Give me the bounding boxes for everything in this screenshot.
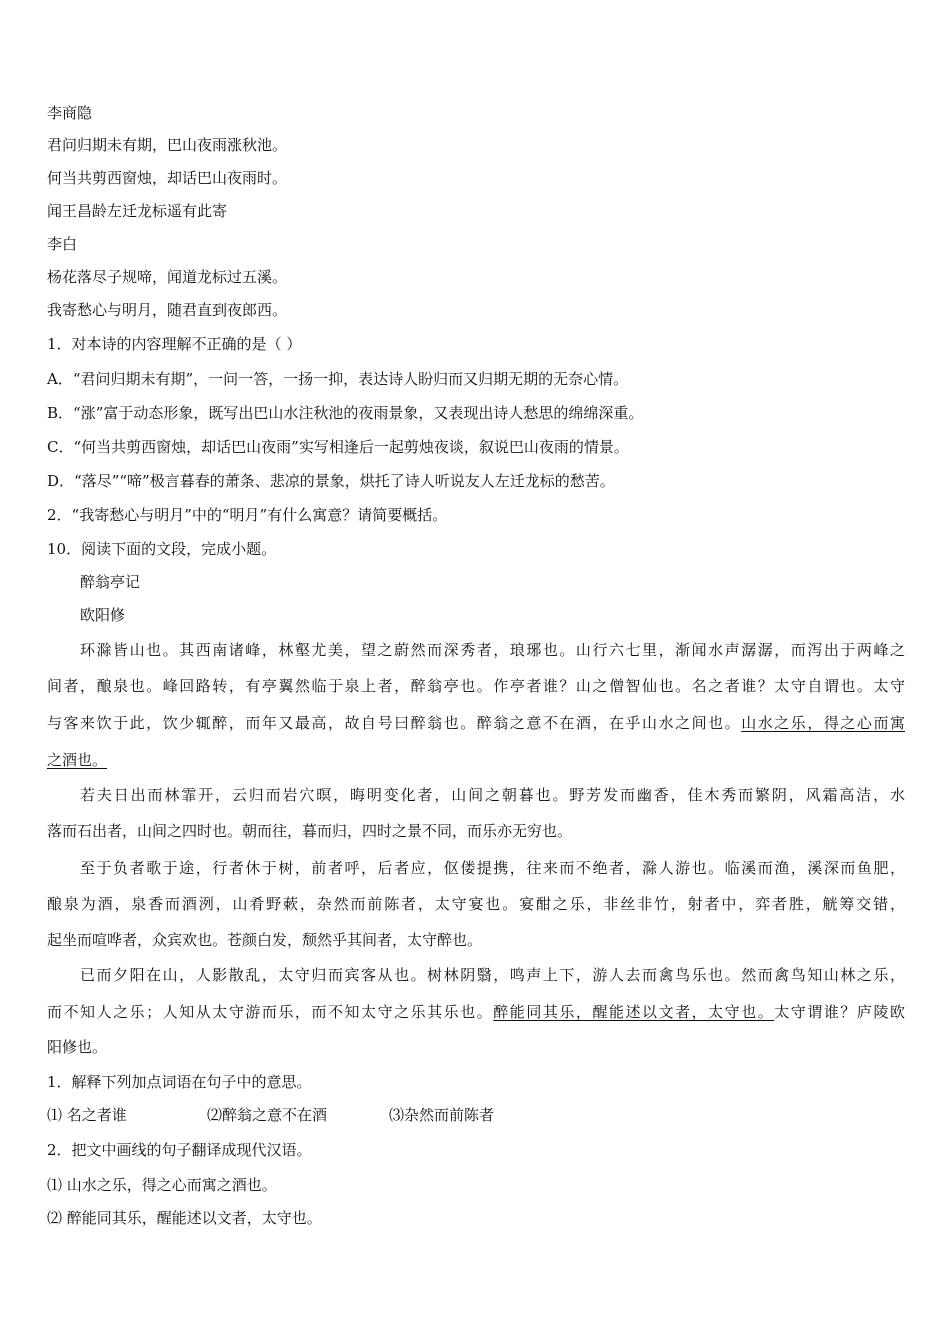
passage-line bbox=[47, 750, 107, 770]
passage-line bbox=[47, 1037, 107, 1057]
passage-line bbox=[80, 785, 905, 805]
passage-text: 与客来饮于此，饮少辄醉，而年又最高，故自号曰醉翁也。醉翁之意不在酒，在乎山水之间也。 bbox=[47, 714, 742, 732]
underlined-sentence: 之酒也。 bbox=[47, 751, 108, 769]
passage-text: 至于负者歌于途，行者休于树，前者呼，后者应，伛偻提携，往来而不绝者，滁人游也。临溪而渔，溪深而鱼肥， bbox=[80, 859, 905, 877]
poem1-author: 李商隐 bbox=[47, 104, 93, 122]
poem1-line: 君问归期未有期，巴山夜雨涨秋池。 bbox=[47, 136, 288, 154]
passage-line bbox=[47, 713, 905, 733]
option-c: C．“何当共剪西窗烛，却话巴山夜雨”实写相逢后一起剪烛夜谈，叙说巴山夜雨的情景。 bbox=[47, 438, 629, 456]
passage-line bbox=[47, 821, 572, 841]
poem1-line: 何当共剪西窗烛，却话巴山夜雨时。 bbox=[47, 169, 288, 187]
passage-text: 间者，酿泉也。峰回路转，有亭翼然临于泉上者，醉翁亭也。作亭者谁？山之僧智仙也。名之者谁？太守自谓也。太守 bbox=[47, 677, 905, 695]
poem2-line: 杨花落尽子规啼，闻道龙标过五溪。 bbox=[47, 268, 288, 286]
passage-title: 醉翁亭记 bbox=[80, 573, 141, 591]
passage-line bbox=[47, 894, 905, 914]
underlined-sentence: 山水之乐，得之心而寓 bbox=[741, 714, 905, 732]
q1-item: ⑶杂然而前陈者 bbox=[389, 1106, 495, 1124]
poem2-line: 我寄愁心与明月，随君直到夜郎西。 bbox=[47, 301, 288, 319]
passage-author: 欧阳修 bbox=[80, 606, 126, 624]
passage-line bbox=[80, 640, 905, 660]
passage-text: 若夫日出而林霏开，云归而岩穴暝，晦明变化者，山间之朝暮也。野芳发而幽香，佳木秀而繁阴，风霜高洁，水 bbox=[80, 786, 905, 804]
option-b: B．“涨”富于动态形象，既写出巴山水注秋池的夜雨景象，又表现出诗人愁思的绵绵深重。 bbox=[47, 404, 644, 422]
q2-item: ⑵ 醉能同其乐，醒能述以文者，太守也。 bbox=[47, 1209, 322, 1227]
question-10-intro: 10．阅读下面的文段，完成小题。 bbox=[47, 540, 277, 558]
question-9-1: 1．对本诗的内容理解不正确的是（ ） bbox=[47, 335, 302, 353]
passage-line bbox=[80, 965, 905, 985]
poem2-title: 闻王昌龄左迁龙标遥有此寄 bbox=[47, 202, 228, 220]
q1-item: ⑵醉翁之意不在酒 bbox=[207, 1106, 328, 1124]
q2-item: ⑴ 山水之乐，得之心而寓之酒也。 bbox=[47, 1176, 277, 1194]
question-10-2: 2．把文中画线的句子翻译成现代汉语。 bbox=[47, 1141, 312, 1159]
passage-text: 环滁皆山也。其西南诸峰，林壑尤美，望之蔚然而深秀者，琅琊也。山行六七里，渐闻水声潺潺，而泻出于两峰之 bbox=[80, 641, 905, 659]
passage-text: 已而夕阳在山，人影散乱，太守归而宾客从也。树林阴翳，鸣声上下，游人去而禽鸟乐也。然而禽鸟知山林之乐， bbox=[80, 966, 905, 984]
q1-item: ⑴ 名之者谁 bbox=[47, 1106, 127, 1124]
passage-line bbox=[47, 1002, 905, 1022]
poem2-author: 李白 bbox=[47, 235, 78, 253]
underlined-sentence: 醉能同其乐，醒能述以文者，太守也。 bbox=[493, 1003, 775, 1021]
passage-text: 阳修也。 bbox=[47, 1038, 108, 1056]
passage-line bbox=[47, 676, 905, 696]
option-a: A．“君问归期未有期”，一问一答，一扬一抑，表达诗人盼归而又归期无期的无奈心情。 bbox=[47, 370, 629, 388]
passage-text: 落而石出者，山间之四时也。朝而往，暮而归，四时之景不同，而乐亦无穷也。 bbox=[47, 822, 573, 840]
passage-line bbox=[80, 858, 905, 878]
question-10-1: 1．解释下列加点词语在句子中的意思。 bbox=[47, 1073, 312, 1091]
passage-text: 酿泉为酒，泉香而酒洌，山肴野蔌，杂然而前陈者，太守宴也。宴酣之乐，非丝非竹，射者中，弈者胜，觥筹交错， bbox=[47, 895, 905, 913]
passage-line bbox=[47, 930, 482, 950]
question-9-2: 2．“我寄愁心与明月”中的“明月”有什么寓意？请简要概括。 bbox=[47, 506, 448, 524]
option-d: D．“落尽”“啼”极言暮春的萧条、悲凉的景象，烘托了诗人听说友人左迁龙标的愁苦。 bbox=[47, 472, 615, 490]
passage-text: 太守谓谁？庐陵欧 bbox=[774, 1003, 905, 1021]
passage-text: 而不知人之乐；人知从太守游而乐，而不知太守之乐其乐也。 bbox=[47, 1003, 494, 1021]
passage-text: 起坐而喧哗者，众宾欢也。苍颜白发，颓然乎其间者，太守醉也。 bbox=[47, 931, 483, 949]
question-10-1-items bbox=[47, 1105, 494, 1125]
